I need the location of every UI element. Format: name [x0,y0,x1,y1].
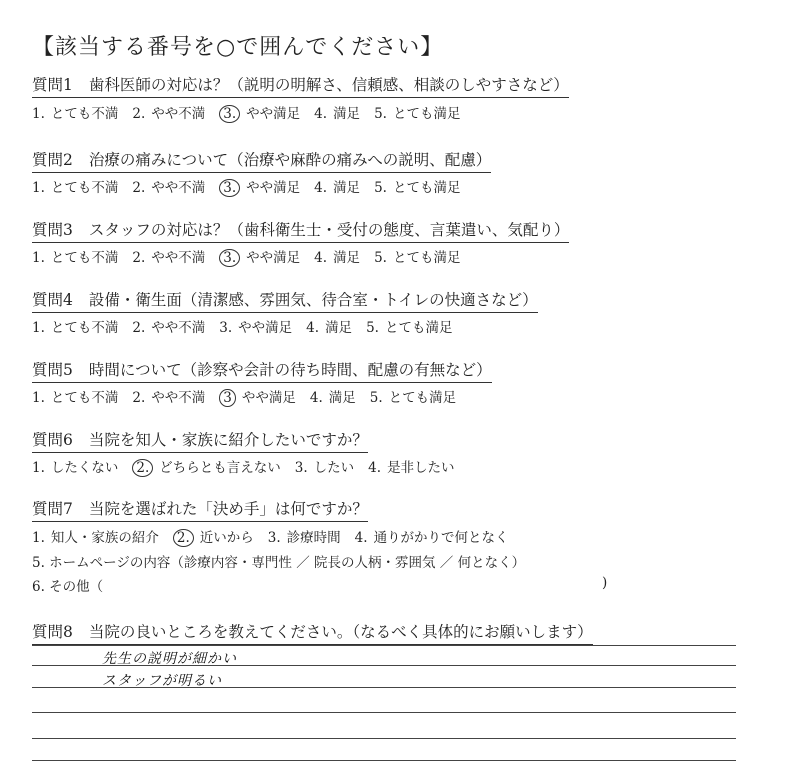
option-2[interactable] [132,316,205,336]
option-label: とても満足 [392,106,461,122]
option-6[interactable]: 6. その他（ [32,579,104,595]
option-label: やや満足 [246,180,301,196]
option-5[interactable]: 5. ホームページの内容（診療内容・専門性 ／ 院長の人柄・雰囲気 ／ 何となく） [32,555,526,571]
option-label: したい [313,460,355,476]
option-number: 3. [294,460,308,476]
option-label: 満足 [333,106,361,122]
option-3[interactable] [219,316,292,336]
question-5 [32,358,492,383]
option-1[interactable] [32,176,118,196]
option-label: とても不満 [50,250,119,266]
answer-line [32,645,736,646]
handwritten-answer: 先生の説明が細かい [102,651,237,667]
option-6-close: ) [602,575,608,591]
circled-option-number: 2. [173,529,194,547]
question-text: 当院を選ばれた「決め手」は何ですか？ [88,500,368,518]
option-5[interactable] [374,246,460,266]
option-2[interactable] [132,176,205,196]
option-2[interactable] [132,102,205,122]
option-label: やや不満 [151,250,206,266]
option-label: やや不満 [151,320,206,336]
option-5[interactable] [366,316,452,336]
question-2 [32,148,491,173]
option-1[interactable] [32,102,118,122]
option-label: どちらとも言えない [159,460,281,476]
option-label: とても不満 [50,106,119,122]
question-number: 質問8 [32,623,73,641]
options-row [32,386,470,406]
question-8 [32,620,593,645]
question-text: 当院を知人・家族に紹介したいですか？ [88,431,368,449]
option-4[interactable] [314,102,360,122]
circled-option-number: 3. [219,179,240,197]
question-3 [32,218,569,243]
option-1[interactable] [32,316,118,336]
option-number: 5. [369,390,383,406]
option-1[interactable] [32,386,118,406]
question-number: 質問1 [32,76,73,94]
option-3[interactable] [219,176,300,196]
option-label: やや満足 [238,320,293,336]
answer-line [32,760,736,761]
question-number: 質問4 [32,291,73,309]
option-number: 2. [132,390,146,406]
option-number: 4. [314,180,328,196]
option-number: 2. [132,106,146,122]
circled-option-number: 3. [219,249,240,267]
options-row [32,526,523,546]
option-label: やや不満 [151,390,206,406]
option-number: 1. [32,460,45,476]
option-number: 4. [306,320,320,336]
option-number: 4. [314,250,328,266]
option-4[interactable] [368,456,454,476]
option-number: 4. [368,460,382,476]
option-label: やや満足 [246,106,301,122]
question-number: 質問2 [32,151,73,169]
option-number: 5. [374,250,387,266]
option-number: 5. [374,180,387,196]
option-1[interactable] [32,456,118,476]
option-label: 満足 [325,320,353,336]
option-number: 4. [314,106,328,122]
option-number: 1. [32,106,45,122]
option-number: 1. [32,320,45,336]
option-1[interactable] [32,246,118,266]
option-label: とても満足 [392,250,461,266]
options-row [32,456,469,476]
option-label: 満足 [328,390,356,406]
option-2[interactable] [132,246,205,266]
option-3[interactable] [219,386,296,406]
circled-option-number: 3 [219,389,236,407]
option-5[interactable] [370,386,456,406]
option-number: 2. [132,320,146,336]
option-number: 5. [366,320,379,336]
option-2[interactable] [132,456,280,476]
option-5[interactable] [374,102,460,122]
question-number: 質問3 [32,221,73,239]
question-text: 歯科医師の対応は？（説明の明解さ、信頼感、相談のしやすさなど） [88,76,569,94]
option-4[interactable] [310,386,356,406]
options-row [32,102,474,122]
option-number: 1. [32,390,45,406]
option-4[interactable] [314,246,360,266]
question-text: 設備・衛生面（清潔感、雰囲気、待合室・トイレの快適さなど） [88,291,538,309]
question-7 [32,497,368,522]
option-2[interactable] [132,386,205,406]
option-number: 1. [32,250,45,266]
option-label: やや不満 [151,180,206,196]
option-label: やや満足 [246,250,301,266]
option-label: とても満足 [392,180,461,196]
option-number: 5. [374,106,387,122]
option-label: とても不満 [50,320,119,336]
option-label: 通りがかりで何となく [373,530,509,546]
option-label: とても満足 [384,320,453,336]
option-2[interactable] [173,526,254,546]
option-number: 2. [132,180,146,196]
option-label: 是非したい [387,460,455,476]
circled-option-number: 2. [132,459,153,477]
answer-line [32,712,736,713]
option-label: 診療時間 [286,530,341,546]
answer-line [32,738,736,739]
question-text: 治療の痛みについて（治療や麻酔の痛みへの説明、配慮） [88,151,492,169]
option-label: とても不満 [50,390,119,406]
question-number: 質問6 [32,431,73,449]
option-1[interactable] [32,526,159,546]
circled-option-number: 3. [219,105,240,123]
option-5[interactable] [374,176,460,196]
handwritten-answer: スタッフが明るい [102,673,222,689]
option-4[interactable] [355,526,509,546]
option-3[interactable] [219,246,300,266]
option-label: 近いから [199,530,254,546]
option-label: やや不満 [151,106,206,122]
question-1 [32,73,569,98]
option-number: 3. [267,530,281,546]
option-4[interactable] [314,176,360,196]
question-number: 質問7 [32,500,73,518]
options-row [32,176,474,196]
question-text: 当院の良いところを教えてください。（なるべく具体的にお願いします） [88,623,593,641]
option-3[interactable] [219,102,300,122]
option-number: 2. [132,250,146,266]
option-3[interactable] [295,456,354,476]
question-6 [32,428,368,453]
question-text: スタッフの対応は？（歯科衛生士・受付の態度、言葉遣い、気配り） [88,221,570,239]
options-row [32,316,466,336]
question-number: 質問5 [32,361,73,379]
page-title: 【該当する番号を○で囲んでください】 [32,35,444,60]
option-4[interactable] [306,316,352,336]
option-label: 満足 [333,250,361,266]
option-label: とても満足 [388,390,457,406]
option-label: 満足 [333,180,361,196]
option-number: 4. [354,530,368,546]
option-3[interactable] [268,526,341,546]
question-text: 時間について（診察や会計の待ち時間、配慮の有無など） [88,361,492,379]
option-number: 1. [32,530,45,546]
option-number: 4. [309,390,323,406]
option-label: 知人・家族の紹介 [50,530,159,546]
option-number: 1. [32,180,45,196]
options-row [32,246,474,266]
option-label: やや満足 [241,390,296,406]
option-label: したくない [50,460,119,476]
option-number: 3. [219,320,233,336]
option-label: とても不満 [50,180,119,196]
question-4 [32,288,538,313]
